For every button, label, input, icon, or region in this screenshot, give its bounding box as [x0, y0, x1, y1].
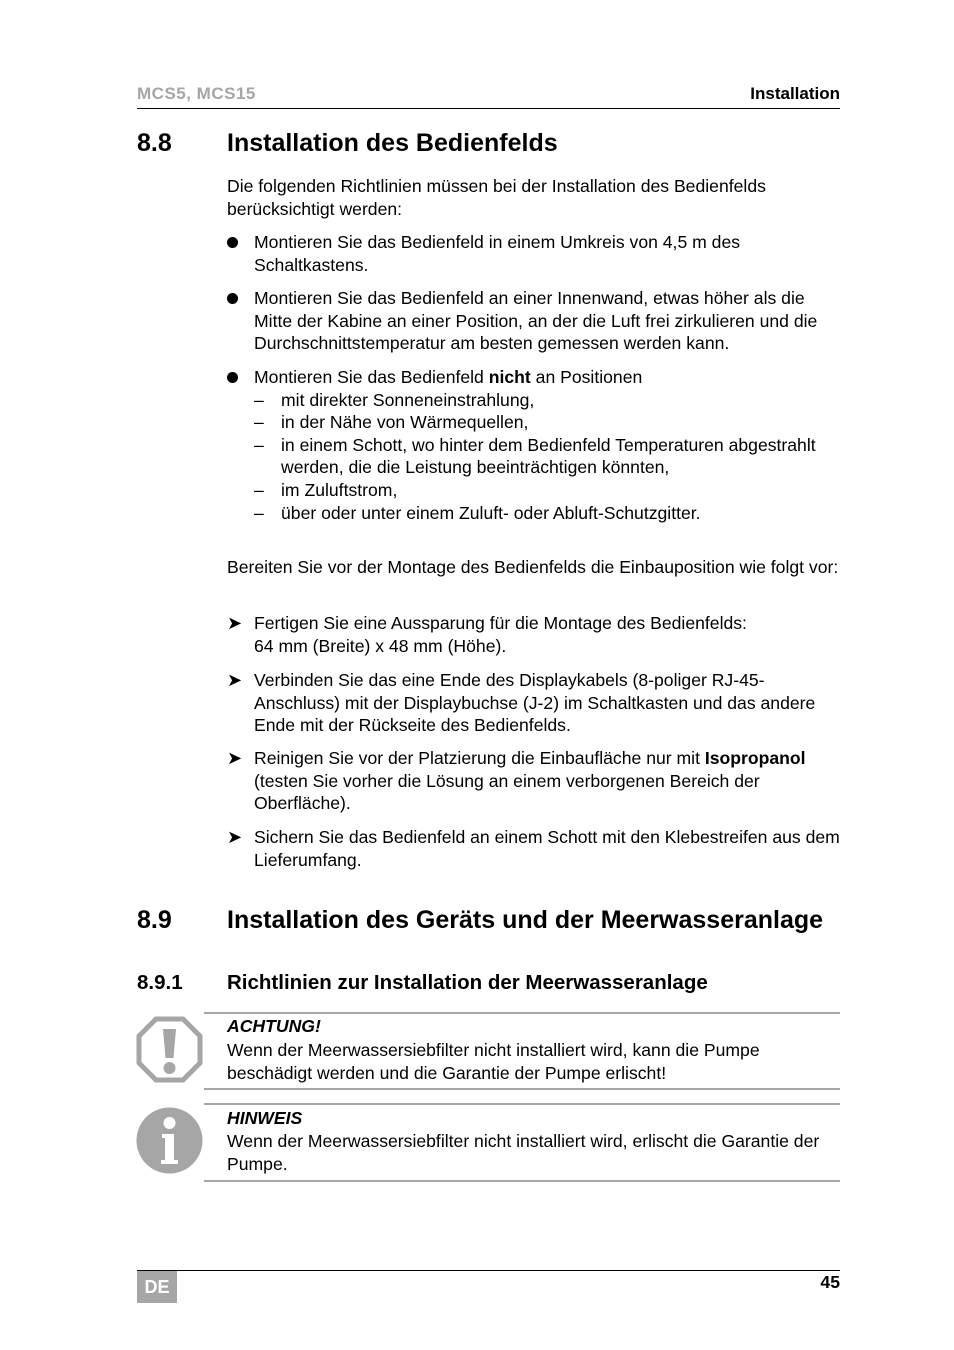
note-top-rule: [204, 1103, 840, 1105]
caution-bottom-rule: [204, 1088, 840, 1090]
intro-paragraph: Die folgenden Richtlinien müssen bei der Installation des Bedienfelds berücksichtigt werden:: [227, 176, 766, 219]
dash-item: [254, 479, 843, 502]
guideline-bullet-2: [227, 287, 843, 355]
header-divider: [137, 108, 840, 109]
step-text: [254, 612, 843, 657]
bullet-text: [254, 366, 843, 524]
dash-list: [254, 389, 843, 525]
header-chapter: Installation: [750, 84, 840, 103]
footer-divider: [137, 1270, 840, 1271]
note-text: Wenn der Meerwassersiebfilter nicht installiert wird, erlischt die Garantie der Pumpe.: [227, 1131, 820, 1174]
dash-icon: –: [254, 479, 264, 500]
bullet-text: Montieren Sie das Bedienfeld in einem Umkreis von 4,5 m des Schaltkastens.: [254, 232, 741, 275]
bullet-emphasis: nicht: [488, 367, 531, 387]
step-text: Sichern Sie das Bedienfeld an einem Schott mit den Klebestreifen aus dem Lieferumfang.: [254, 827, 840, 870]
dash-item: [254, 434, 843, 479]
step-emphasis: Isopropanol: [704, 748, 806, 768]
step-text: [254, 747, 843, 815]
dash-icon: –: [254, 434, 264, 455]
step-2: [227, 669, 843, 737]
dash-text: mit direkter Sonneneinstrahlung,: [281, 389, 535, 410]
bullet-icon: [227, 231, 249, 254]
subsection-number: 8.9.1: [137, 971, 183, 994]
section-heading-8-9: [137, 906, 840, 938]
step-text-line: Fertigen Sie eine Aussparung für die Montage des Bedienfelds:: [254, 613, 747, 633]
bullet-text-part: Montieren Sie das Bedienfeld: [254, 367, 489, 387]
arrow-icon: ➤: [227, 748, 243, 768]
step-3: [227, 747, 843, 815]
dash-text: über oder unter einem Zuluft- oder Abluft-Schutzgitter.: [281, 502, 701, 523]
section-number: 8.9: [137, 906, 172, 934]
page-number: 45: [820, 1272, 840, 1292]
dash-item: [254, 411, 843, 434]
step-text-line: 64 mm (Breite) x 48 mm (Höhe).: [254, 635, 507, 656]
info-icon: [136, 1107, 203, 1174]
dash-icon: –: [254, 389, 264, 410]
bullet-icon: [227, 287, 249, 310]
section-title: Installation des Geräts und der Meerwasseranlage: [227, 906, 824, 934]
dash-icon: –: [254, 412, 264, 433]
bullet-icon: [227, 366, 249, 389]
subsection-heading-8-9-1: [137, 971, 840, 997]
dash-text: im Zuluftstrom,: [281, 479, 398, 500]
dash-item: [254, 389, 843, 412]
caution-title: ACHTUNG!: [227, 1016, 321, 1036]
subsection-title: Richtlinien zur Installation der Meerwasseranlage: [227, 971, 708, 994]
arrow-icon: ➤: [227, 827, 243, 847]
bullet-text-part: an Positionen: [530, 367, 643, 387]
header-product: MCS5, MCS15: [137, 84, 256, 103]
caution-top-rule: [204, 1012, 840, 1014]
section-title: Installation des Bedienfelds: [227, 129, 558, 157]
guideline-bullet-3: [227, 366, 843, 524]
step-1: [227, 612, 843, 657]
step-text-part: (testen Sie vorher die Lösung an einem verborgenen Bereich der Oberfläche).: [254, 770, 760, 814]
arrow-icon: ➤: [227, 670, 243, 690]
language-badge: DE: [137, 1271, 177, 1303]
guideline-bullet-1: [227, 231, 843, 276]
dash-text: in einem Schott, wo hinter dem Bedienfeld Temperaturen abgestrahlt werden, die die Leistung beeinträchtigen könnten,: [281, 434, 816, 478]
step-text-part: Reinigen Sie vor der Platzierung die Einbaufläche nur mit: [254, 748, 705, 768]
caution-text: Wenn der Meerwassersiebfilter nicht installiert wird, kann die Pumpe beschädigt werden und die Garantie der Pumpe erlischt!: [227, 1040, 760, 1083]
step-text: Verbinden Sie das eine Ende des Displaykabels (8-poliger RJ-45-Anschluss) mit der Displaybuchse (J-2) im Schaltkasten und das andere Ende mit der Rückseite des Bedienfelds.: [254, 670, 816, 736]
dash-item: [254, 502, 843, 525]
bullet-text: Montieren Sie das Bedienfeld an einer Innenwand, etwas höher als die Mitte der Kabine an einer Position, an der die Luft frei zirkulieren und die Durchschnittstemperatur am besten gemessen werden kann.: [254, 288, 818, 354]
section-number: 8.8: [137, 129, 172, 157]
note-bottom-rule: [204, 1180, 840, 1182]
preparation-paragraph: Bereiten Sie vor der Montage des Bedienfelds die Einbauposition wie folgt vor:: [227, 557, 839, 577]
dash-text: in der Nähe von Wärmequellen,: [281, 412, 529, 433]
warning-octagon-icon: [136, 1016, 203, 1083]
section-heading-8-8: [137, 129, 840, 161]
step-4: [227, 826, 843, 871]
arrow-icon: ➤: [227, 613, 243, 633]
note-title: HINWEIS: [227, 1108, 303, 1128]
dash-icon: –: [254, 502, 264, 523]
